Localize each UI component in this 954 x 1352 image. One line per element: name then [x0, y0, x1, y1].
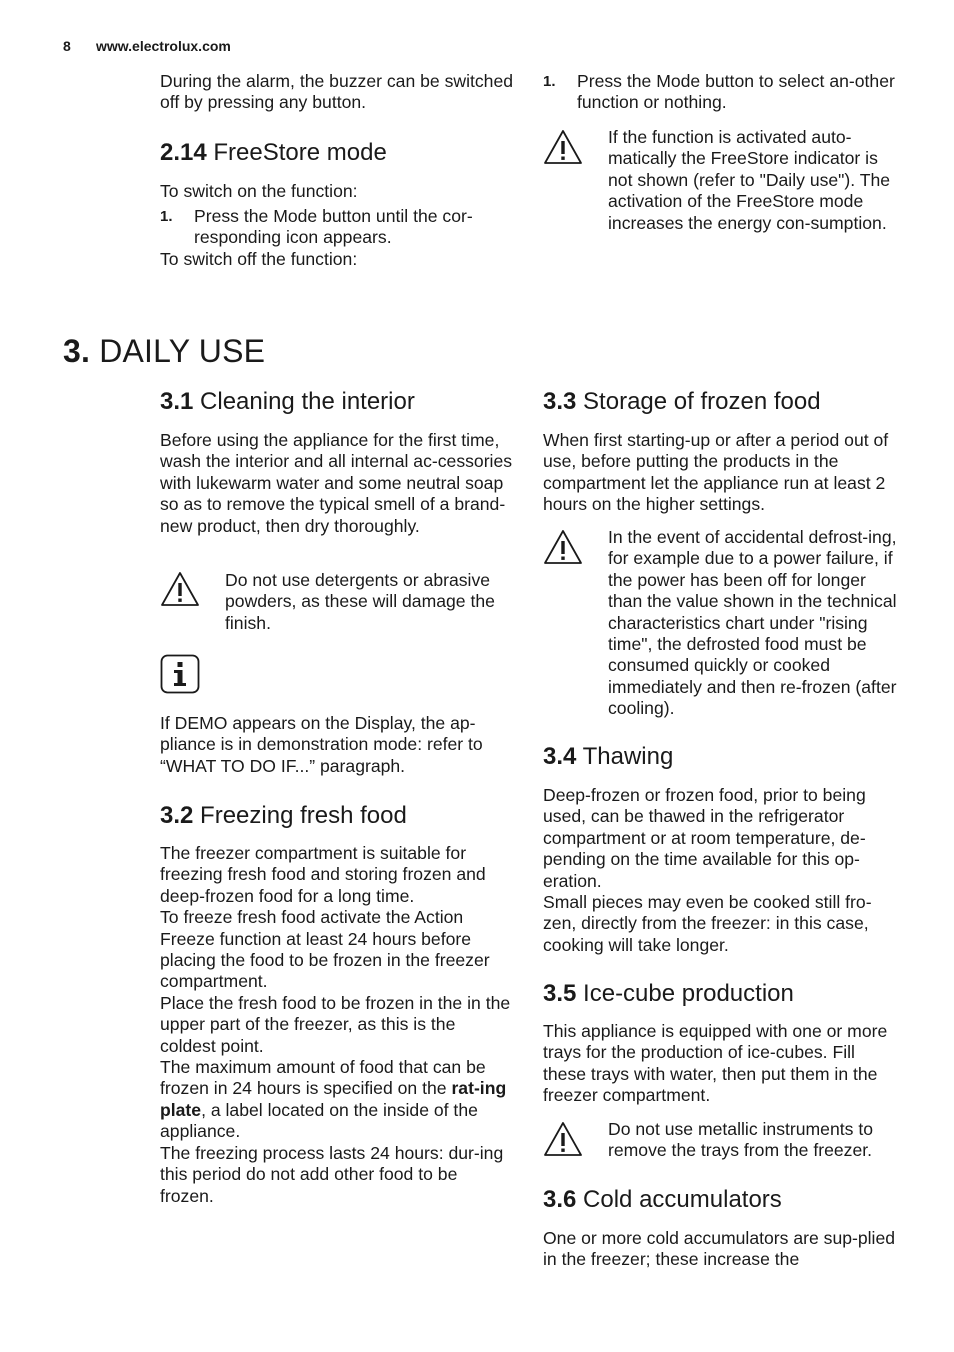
cold-accumulators-body: One or more cold accumulators are sup-plied in the freezer; these increase the [543, 1228, 896, 1270]
section-number: 3.6 [543, 1186, 577, 1213]
section-heading-3-3 [543, 388, 898, 416]
section-number: 3.3 [543, 388, 577, 415]
defrost-warning-text: In the event of accidental defrost-ing, for example due to a power failure, if the power has been off for longer than the value shown in the technical characteristics chart under "rising time", the defrosted food must be consumed quickly or cooked immediately and then re-frozen (after cooling). [608, 527, 897, 719]
info-icon [160, 654, 200, 694]
warning-icon [543, 528, 583, 568]
detergent-warning-text: Do not use detergents or abrasive powders, as these will damage the finish. [225, 570, 495, 633]
section-heading-3-6 [543, 1186, 898, 1214]
ice-cube-body: This appliance is equipped with one or more trays for the production of ice-cubes. Fill these trays with water, then put them in the freezer compartment. [543, 1021, 888, 1106]
section-title: Thawing [582, 743, 674, 770]
chapter-title: DAILY USE [99, 333, 266, 369]
freezing-paragraph [160, 1057, 515, 1143]
list-text: Press the Mode button until the cor-responding icon appears. [194, 206, 473, 248]
cleaning-body: Before using the appliance for the first time, wash the interior and all internal ac-cessories with lukewarm water and some neutral soap so as to remove the typical smell of a brand-new product, then dry thoroughly. [160, 430, 513, 536]
section-title: Storage of frozen food [583, 388, 821, 415]
freezing-paragraph: The freezer compartment is suitable for freezing fresh food and storing frozen and deep-frozen food for a long time. [160, 843, 486, 906]
chapter-number: 3. [63, 333, 91, 369]
warning-icon [543, 128, 583, 168]
switch-on-text: To switch on the function: [160, 181, 358, 201]
section-number: 2.14 [160, 139, 207, 166]
section-title: Cleaning the interior [200, 388, 415, 415]
list-item [543, 71, 898, 114]
list-number: 1. [160, 208, 173, 225]
rating-plate-term: rat-ing plate [160, 1078, 507, 1120]
section-heading-2-14 [160, 139, 515, 167]
section-heading-3-5 [543, 980, 898, 1008]
freezing-paragraph: Place the fresh food to be frozen in the in the upper part of the freezer, as this is the coldest point. [160, 992, 511, 1056]
section-heading-3-1 [160, 388, 515, 416]
text-run: The maximum amount of food that can be frozen in 24 hours is specified on the [160, 1057, 486, 1099]
list-item [160, 206, 515, 249]
section-heading-3-4 [543, 743, 898, 771]
thawing-paragraph: Deep-frozen or frozen food, prior to being used, can be thawed in the refrigerator compartment or at room temperature, de-pending on the time available for this op-eration. [543, 785, 866, 891]
page-number: 8 [63, 38, 71, 54]
demo-info-text: If DEMO appears on the Display, the ap-pliance is in demonstration mode: refer to “WHAT TO DO IF...” paragraph. [160, 713, 483, 776]
alarm-text: During the alarm, the buzzer can be switched off by pressing any button. [160, 71, 514, 113]
storage-body: When first starting-up or after a period out of use, before putting the products in the compartment let the appliance run at least 2 hours on the higher settings. [543, 430, 889, 515]
section-heading-3-2 [160, 802, 515, 830]
freezing-paragraph: To freeze fresh food activate the Action Freeze function at least 24 hours before placing the food to be frozen in the freezer compartment. [160, 907, 490, 992]
warning-icon [160, 570, 200, 610]
switch-off-text: To switch off the function: [160, 249, 358, 269]
freezing-body [160, 843, 515, 1207]
page-header [63, 38, 231, 54]
text-run: , a label located on the inside of the appliance. [160, 1099, 478, 1142]
section-number: 3.5 [543, 980, 577, 1007]
thawing-body [543, 785, 898, 956]
section-title: FreeStore mode [213, 139, 387, 166]
section-title: Cold accumulators [583, 1186, 782, 1213]
section-number: 3.2 [160, 802, 194, 829]
metallic-warning-text: Do not use metallic instruments to remove the trays from the freezer. [608, 1119, 873, 1161]
list-text: Press the Mode button to select an-other function or nothing. [577, 71, 895, 113]
section-title: Freezing fresh food [200, 802, 407, 829]
section-number: 3.4 [543, 743, 577, 770]
chapter-heading [63, 333, 265, 369]
website-url: www.electrolux.com [96, 38, 231, 54]
section-title: Ice-cube production [583, 980, 794, 1007]
list-number: 1. [543, 73, 556, 90]
thawing-paragraph: Small pieces may even be cooked still fro-zen, directly from the freezer: in this case, cooking will take longer. [543, 892, 872, 955]
warning-icon [543, 1120, 583, 1160]
section-number: 3.1 [160, 388, 194, 415]
freezing-paragraph: The freezing process lasts 24 hours: dur-ing this period do not add other food to be frozen. [160, 1142, 504, 1206]
freestore-warning-text: If the function is activated auto-matically the FreeStore indicator is not shown (refer to "Daily use"). The activation of the FreeStore mode increases the energy con-sumption. [608, 127, 891, 233]
